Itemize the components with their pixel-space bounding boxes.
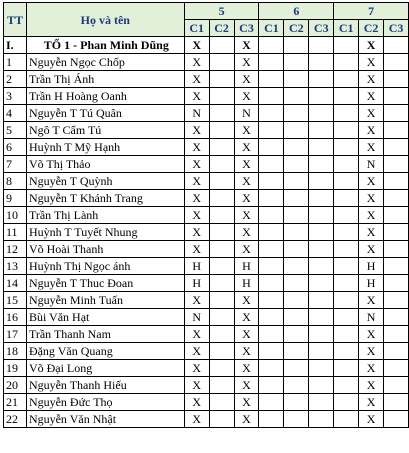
cell-mark bbox=[284, 139, 309, 156]
table-row bbox=[4, 292, 409, 309]
cell-name: Trần Thị Ánh bbox=[26, 71, 184, 88]
header-subcol: C1 bbox=[334, 20, 359, 37]
cell-mark bbox=[309, 207, 334, 224]
cell-mark bbox=[259, 224, 284, 241]
cell-mark bbox=[384, 275, 409, 292]
cell-name: Nguyễn Văn Nhật bbox=[26, 411, 184, 428]
cell-mark bbox=[259, 241, 284, 258]
cell-mark bbox=[309, 224, 334, 241]
cell-mark bbox=[309, 241, 334, 258]
cell-mark bbox=[334, 139, 359, 156]
table-row bbox=[4, 122, 409, 139]
cell-mark bbox=[309, 258, 334, 275]
cell-mark bbox=[309, 122, 334, 139]
cell-mark bbox=[284, 258, 309, 275]
cell-tt: 16 bbox=[4, 309, 27, 326]
cell-mark bbox=[284, 71, 309, 88]
cell-mark: X bbox=[184, 88, 209, 105]
cell-mark bbox=[209, 258, 234, 275]
cell-mark bbox=[334, 207, 359, 224]
cell-mark: X bbox=[234, 190, 259, 207]
cell-mark: X bbox=[359, 173, 384, 190]
cell-mark bbox=[309, 190, 334, 207]
cell-mark bbox=[309, 343, 334, 360]
cell-mark bbox=[209, 326, 234, 343]
header-subcol: C2 bbox=[284, 20, 309, 37]
cell-mark bbox=[259, 377, 284, 394]
table-row bbox=[4, 377, 409, 394]
cell-mark bbox=[384, 292, 409, 309]
cell-mark bbox=[334, 105, 359, 122]
cell-tt: 4 bbox=[4, 105, 27, 122]
cell-mark bbox=[259, 258, 284, 275]
cell-mark bbox=[209, 377, 234, 394]
cell-mark bbox=[384, 156, 409, 173]
cell-mark bbox=[384, 173, 409, 190]
cell-mark: X bbox=[184, 37, 209, 54]
header-subcol: C3 bbox=[234, 20, 259, 37]
table-row bbox=[4, 275, 409, 292]
cell-mark bbox=[259, 139, 284, 156]
cell-mark bbox=[309, 139, 334, 156]
cell-mark: X bbox=[184, 343, 209, 360]
cell-mark bbox=[309, 156, 334, 173]
cell-mark bbox=[334, 190, 359, 207]
cell-mark bbox=[309, 54, 334, 71]
cell-mark bbox=[309, 37, 334, 54]
cell-mark bbox=[334, 377, 359, 394]
cell-tt: 19 bbox=[4, 360, 27, 377]
cell-mark: X bbox=[359, 105, 384, 122]
cell-mark bbox=[334, 360, 359, 377]
cell-mark bbox=[209, 309, 234, 326]
cell-mark bbox=[384, 394, 409, 411]
header-subcol: C2 bbox=[359, 20, 384, 37]
table-row bbox=[4, 258, 409, 275]
cell-mark: X bbox=[359, 122, 384, 139]
header-subcol: C1 bbox=[184, 20, 209, 37]
cell-mark bbox=[384, 309, 409, 326]
cell-mark: X bbox=[184, 173, 209, 190]
cell-tt: 8 bbox=[4, 173, 27, 190]
cell-mark bbox=[309, 309, 334, 326]
table-body bbox=[4, 37, 409, 428]
cell-mark bbox=[334, 156, 359, 173]
cell-mark: X bbox=[234, 173, 259, 190]
cell-mark: X bbox=[359, 71, 384, 88]
cell-name: Nguyễn Đức Thọ bbox=[26, 394, 184, 411]
cell-mark: N bbox=[359, 309, 384, 326]
header-group-5: 5 bbox=[184, 3, 259, 20]
cell-mark bbox=[284, 88, 309, 105]
cell-mark: N bbox=[184, 309, 209, 326]
cell-mark: X bbox=[359, 411, 384, 428]
attendance-table bbox=[3, 2, 409, 428]
table-row bbox=[4, 88, 409, 105]
cell-mark: X bbox=[234, 360, 259, 377]
cell-mark bbox=[334, 326, 359, 343]
cell-mark bbox=[209, 122, 234, 139]
cell-tt: 20 bbox=[4, 377, 27, 394]
cell-tt: 1 bbox=[4, 54, 27, 71]
table-row bbox=[4, 139, 409, 156]
table-row bbox=[4, 190, 409, 207]
cell-mark: X bbox=[234, 71, 259, 88]
cell-name: Huỳnh Thị Ngọc ánh bbox=[26, 258, 184, 275]
cell-mark bbox=[309, 173, 334, 190]
table-row bbox=[4, 71, 409, 88]
cell-mark bbox=[284, 241, 309, 258]
cell-mark bbox=[259, 156, 284, 173]
cell-mark bbox=[209, 54, 234, 71]
cell-mark bbox=[259, 360, 284, 377]
cell-tt: 21 bbox=[4, 394, 27, 411]
cell-mark: X bbox=[359, 54, 384, 71]
table-row bbox=[4, 105, 409, 122]
cell-mark: X bbox=[359, 377, 384, 394]
cell-name: Nguyễn Thanh Hiếu bbox=[26, 377, 184, 394]
cell-mark bbox=[309, 411, 334, 428]
cell-mark: X bbox=[234, 292, 259, 309]
cell-mark: X bbox=[234, 37, 259, 54]
cell-mark: X bbox=[184, 377, 209, 394]
cell-mark bbox=[384, 343, 409, 360]
cell-mark bbox=[384, 326, 409, 343]
header-group-7: 7 bbox=[334, 3, 409, 20]
cell-mark bbox=[384, 241, 409, 258]
cell-mark: X bbox=[234, 207, 259, 224]
cell-mark: X bbox=[184, 122, 209, 139]
cell-name: Võ Thị Thảo bbox=[26, 156, 184, 173]
cell-mark bbox=[209, 360, 234, 377]
header-group-6: 6 bbox=[259, 3, 334, 20]
cell-mark bbox=[209, 139, 234, 156]
cell-tt: 7 bbox=[4, 156, 27, 173]
cell-mark bbox=[209, 88, 234, 105]
table-row bbox=[4, 394, 409, 411]
cell-mark bbox=[334, 173, 359, 190]
cell-mark bbox=[284, 377, 309, 394]
cell-tt: 11 bbox=[4, 224, 27, 241]
cell-tt: 10 bbox=[4, 207, 27, 224]
cell-mark bbox=[309, 275, 334, 292]
cell-tt: 2 bbox=[4, 71, 27, 88]
cell-mark bbox=[209, 275, 234, 292]
cell-mark bbox=[284, 309, 309, 326]
header-subcol: C3 bbox=[384, 20, 409, 37]
cell-mark bbox=[209, 190, 234, 207]
cell-name: Ngô T Cẩm Tú bbox=[26, 122, 184, 139]
cell-mark: X bbox=[359, 241, 384, 258]
cell-mark bbox=[284, 292, 309, 309]
cell-name: Trần H Hoàng Oanh bbox=[26, 88, 184, 105]
cell-mark bbox=[284, 190, 309, 207]
table-row bbox=[4, 411, 409, 428]
cell-mark bbox=[284, 173, 309, 190]
cell-mark: X bbox=[184, 207, 209, 224]
cell-mark: X bbox=[184, 241, 209, 258]
cell-mark bbox=[259, 54, 284, 71]
cell-mark: N bbox=[359, 156, 384, 173]
cell-mark bbox=[284, 156, 309, 173]
cell-mark bbox=[384, 54, 409, 71]
cell-mark: X bbox=[184, 54, 209, 71]
cell-mark bbox=[384, 105, 409, 122]
cell-mark bbox=[384, 190, 409, 207]
cell-mark bbox=[384, 411, 409, 428]
cell-mark: X bbox=[359, 139, 384, 156]
cell-mark bbox=[334, 54, 359, 71]
cell-mark bbox=[309, 88, 334, 105]
cell-mark bbox=[284, 224, 309, 241]
cell-mark bbox=[334, 258, 359, 275]
cell-tt: 6 bbox=[4, 139, 27, 156]
cell-mark: X bbox=[184, 411, 209, 428]
cell-mark bbox=[284, 275, 309, 292]
cell-mark: H bbox=[234, 258, 259, 275]
cell-mark bbox=[209, 173, 234, 190]
cell-mark: H bbox=[184, 275, 209, 292]
cell-mark: H bbox=[234, 275, 259, 292]
cell-mark bbox=[334, 292, 359, 309]
cell-mark bbox=[384, 122, 409, 139]
cell-name: Nguyễn T Khánh Trang bbox=[26, 190, 184, 207]
cell-mark: X bbox=[234, 394, 259, 411]
cell-mark: X bbox=[234, 343, 259, 360]
cell-mark bbox=[334, 37, 359, 54]
cell-mark: X bbox=[359, 360, 384, 377]
cell-name: TỔ 1 - Phan Minh Dũng bbox=[26, 37, 184, 54]
cell-tt: 13 bbox=[4, 258, 27, 275]
cell-tt: 9 bbox=[4, 190, 27, 207]
cell-tt: 12 bbox=[4, 241, 27, 258]
cell-mark bbox=[209, 343, 234, 360]
cell-mark bbox=[384, 258, 409, 275]
cell-mark: X bbox=[184, 292, 209, 309]
cell-tt: 3 bbox=[4, 88, 27, 105]
cell-name: Nguyễn T Tú Quân bbox=[26, 105, 184, 122]
cell-mark: X bbox=[184, 71, 209, 88]
cell-mark bbox=[259, 343, 284, 360]
cell-mark bbox=[209, 105, 234, 122]
cell-mark: X bbox=[234, 411, 259, 428]
cell-mark: X bbox=[359, 224, 384, 241]
cell-mark bbox=[209, 207, 234, 224]
cell-mark bbox=[334, 343, 359, 360]
cell-mark: X bbox=[234, 139, 259, 156]
table-row bbox=[4, 326, 409, 343]
cell-mark: X bbox=[184, 326, 209, 343]
cell-mark bbox=[334, 275, 359, 292]
header-tt: TT bbox=[4, 3, 27, 37]
cell-mark: N bbox=[234, 105, 259, 122]
cell-mark: X bbox=[359, 37, 384, 54]
cell-mark: X bbox=[234, 156, 259, 173]
table-row bbox=[4, 54, 409, 71]
header-subcol: C2 bbox=[209, 20, 234, 37]
cell-mark: X bbox=[234, 377, 259, 394]
cell-mark bbox=[284, 37, 309, 54]
cell-mark bbox=[209, 411, 234, 428]
cell-name: Nguyễn T Quỳnh bbox=[26, 173, 184, 190]
cell-tt: 14 bbox=[4, 275, 27, 292]
cell-mark bbox=[284, 105, 309, 122]
cell-mark: X bbox=[359, 88, 384, 105]
cell-mark bbox=[384, 377, 409, 394]
cell-mark bbox=[209, 241, 234, 258]
cell-mark bbox=[259, 37, 284, 54]
cell-mark bbox=[259, 105, 284, 122]
cell-mark bbox=[259, 71, 284, 88]
cell-mark: X bbox=[234, 122, 259, 139]
table-row bbox=[4, 173, 409, 190]
table-row bbox=[4, 156, 409, 173]
group-row bbox=[4, 37, 409, 54]
cell-mark bbox=[309, 105, 334, 122]
header-subcol: C1 bbox=[259, 20, 284, 37]
cell-mark bbox=[334, 224, 359, 241]
cell-mark bbox=[334, 122, 359, 139]
table-row bbox=[4, 241, 409, 258]
cell-mark: H bbox=[359, 275, 384, 292]
table-row bbox=[4, 309, 409, 326]
cell-mark bbox=[334, 411, 359, 428]
cell-mark bbox=[309, 71, 334, 88]
cell-tt: 15 bbox=[4, 292, 27, 309]
cell-mark bbox=[209, 224, 234, 241]
cell-mark: X bbox=[234, 241, 259, 258]
cell-mark bbox=[209, 71, 234, 88]
cell-mark: X bbox=[359, 190, 384, 207]
cell-name: Trần Thị Lành bbox=[26, 207, 184, 224]
cell-mark: X bbox=[234, 88, 259, 105]
cell-mark bbox=[384, 71, 409, 88]
table-row bbox=[4, 224, 409, 241]
cell-mark bbox=[384, 207, 409, 224]
cell-tt: I. bbox=[4, 37, 27, 54]
cell-mark bbox=[284, 411, 309, 428]
cell-name: Võ Đại Long bbox=[26, 360, 184, 377]
cell-mark bbox=[284, 207, 309, 224]
cell-mark bbox=[284, 326, 309, 343]
cell-tt: 18 bbox=[4, 343, 27, 360]
cell-mark: X bbox=[184, 156, 209, 173]
cell-mark bbox=[209, 292, 234, 309]
cell-mark bbox=[209, 156, 234, 173]
cell-mark: X bbox=[359, 292, 384, 309]
cell-mark bbox=[384, 139, 409, 156]
cell-mark bbox=[309, 292, 334, 309]
cell-mark bbox=[309, 326, 334, 343]
cell-mark: X bbox=[184, 224, 209, 241]
cell-tt: 17 bbox=[4, 326, 27, 343]
cell-mark bbox=[309, 360, 334, 377]
cell-mark: X bbox=[234, 54, 259, 71]
cell-mark bbox=[284, 343, 309, 360]
cell-mark bbox=[259, 190, 284, 207]
table-row bbox=[4, 360, 409, 377]
header-name: Họ và tên bbox=[26, 3, 184, 37]
cell-mark bbox=[284, 54, 309, 71]
cell-mark: X bbox=[234, 326, 259, 343]
cell-mark: X bbox=[184, 394, 209, 411]
cell-name: Huỳnh T Mỹ Hạnh bbox=[26, 139, 184, 156]
table-header bbox=[4, 3, 409, 37]
cell-mark bbox=[284, 122, 309, 139]
cell-name: Bùi Văn Hạt bbox=[26, 309, 184, 326]
cell-mark bbox=[284, 360, 309, 377]
cell-mark: H bbox=[184, 258, 209, 275]
cell-mark bbox=[309, 394, 334, 411]
cell-mark: X bbox=[184, 190, 209, 207]
cell-name: Huỳnh T Tuyết Nhung bbox=[26, 224, 184, 241]
cell-name: Trần Thanh Nam bbox=[26, 326, 184, 343]
cell-mark bbox=[284, 394, 309, 411]
header-subcol: C3 bbox=[309, 20, 334, 37]
cell-mark bbox=[259, 326, 284, 343]
cell-mark bbox=[334, 71, 359, 88]
table-row bbox=[4, 343, 409, 360]
cell-mark bbox=[334, 241, 359, 258]
cell-mark bbox=[384, 88, 409, 105]
cell-mark bbox=[259, 275, 284, 292]
cell-mark bbox=[334, 88, 359, 105]
cell-mark bbox=[259, 207, 284, 224]
cell-mark: X bbox=[184, 360, 209, 377]
cell-mark bbox=[259, 411, 284, 428]
cell-mark bbox=[209, 37, 234, 54]
cell-mark: X bbox=[359, 207, 384, 224]
table-row bbox=[4, 207, 409, 224]
cell-mark: X bbox=[184, 139, 209, 156]
cell-mark bbox=[259, 309, 284, 326]
cell-name: Nguyễn T Thuc Đoan bbox=[26, 275, 184, 292]
cell-name: Võ Hoài Thanh bbox=[26, 241, 184, 258]
cell-tt: 5 bbox=[4, 122, 27, 139]
cell-mark bbox=[384, 360, 409, 377]
cell-mark: N bbox=[184, 105, 209, 122]
cell-mark bbox=[384, 37, 409, 54]
cell-mark: X bbox=[234, 309, 259, 326]
cell-tt: 22 bbox=[4, 411, 27, 428]
cell-mark bbox=[309, 377, 334, 394]
cell-name: Nguyễn Ngọc Chốp bbox=[26, 54, 184, 71]
cell-mark bbox=[209, 394, 234, 411]
cell-mark: X bbox=[359, 394, 384, 411]
cell-mark: X bbox=[234, 224, 259, 241]
cell-mark: X bbox=[359, 343, 384, 360]
cell-mark: H bbox=[359, 258, 384, 275]
cell-mark bbox=[259, 173, 284, 190]
cell-name: Đặng Văn Quang bbox=[26, 343, 184, 360]
cell-mark bbox=[259, 88, 284, 105]
cell-mark: X bbox=[359, 326, 384, 343]
cell-mark bbox=[259, 292, 284, 309]
cell-mark bbox=[334, 394, 359, 411]
cell-name: Nguyễn Minh Tuấn bbox=[26, 292, 184, 309]
cell-mark bbox=[259, 394, 284, 411]
cell-mark bbox=[334, 309, 359, 326]
cell-mark bbox=[259, 122, 284, 139]
cell-mark bbox=[384, 224, 409, 241]
